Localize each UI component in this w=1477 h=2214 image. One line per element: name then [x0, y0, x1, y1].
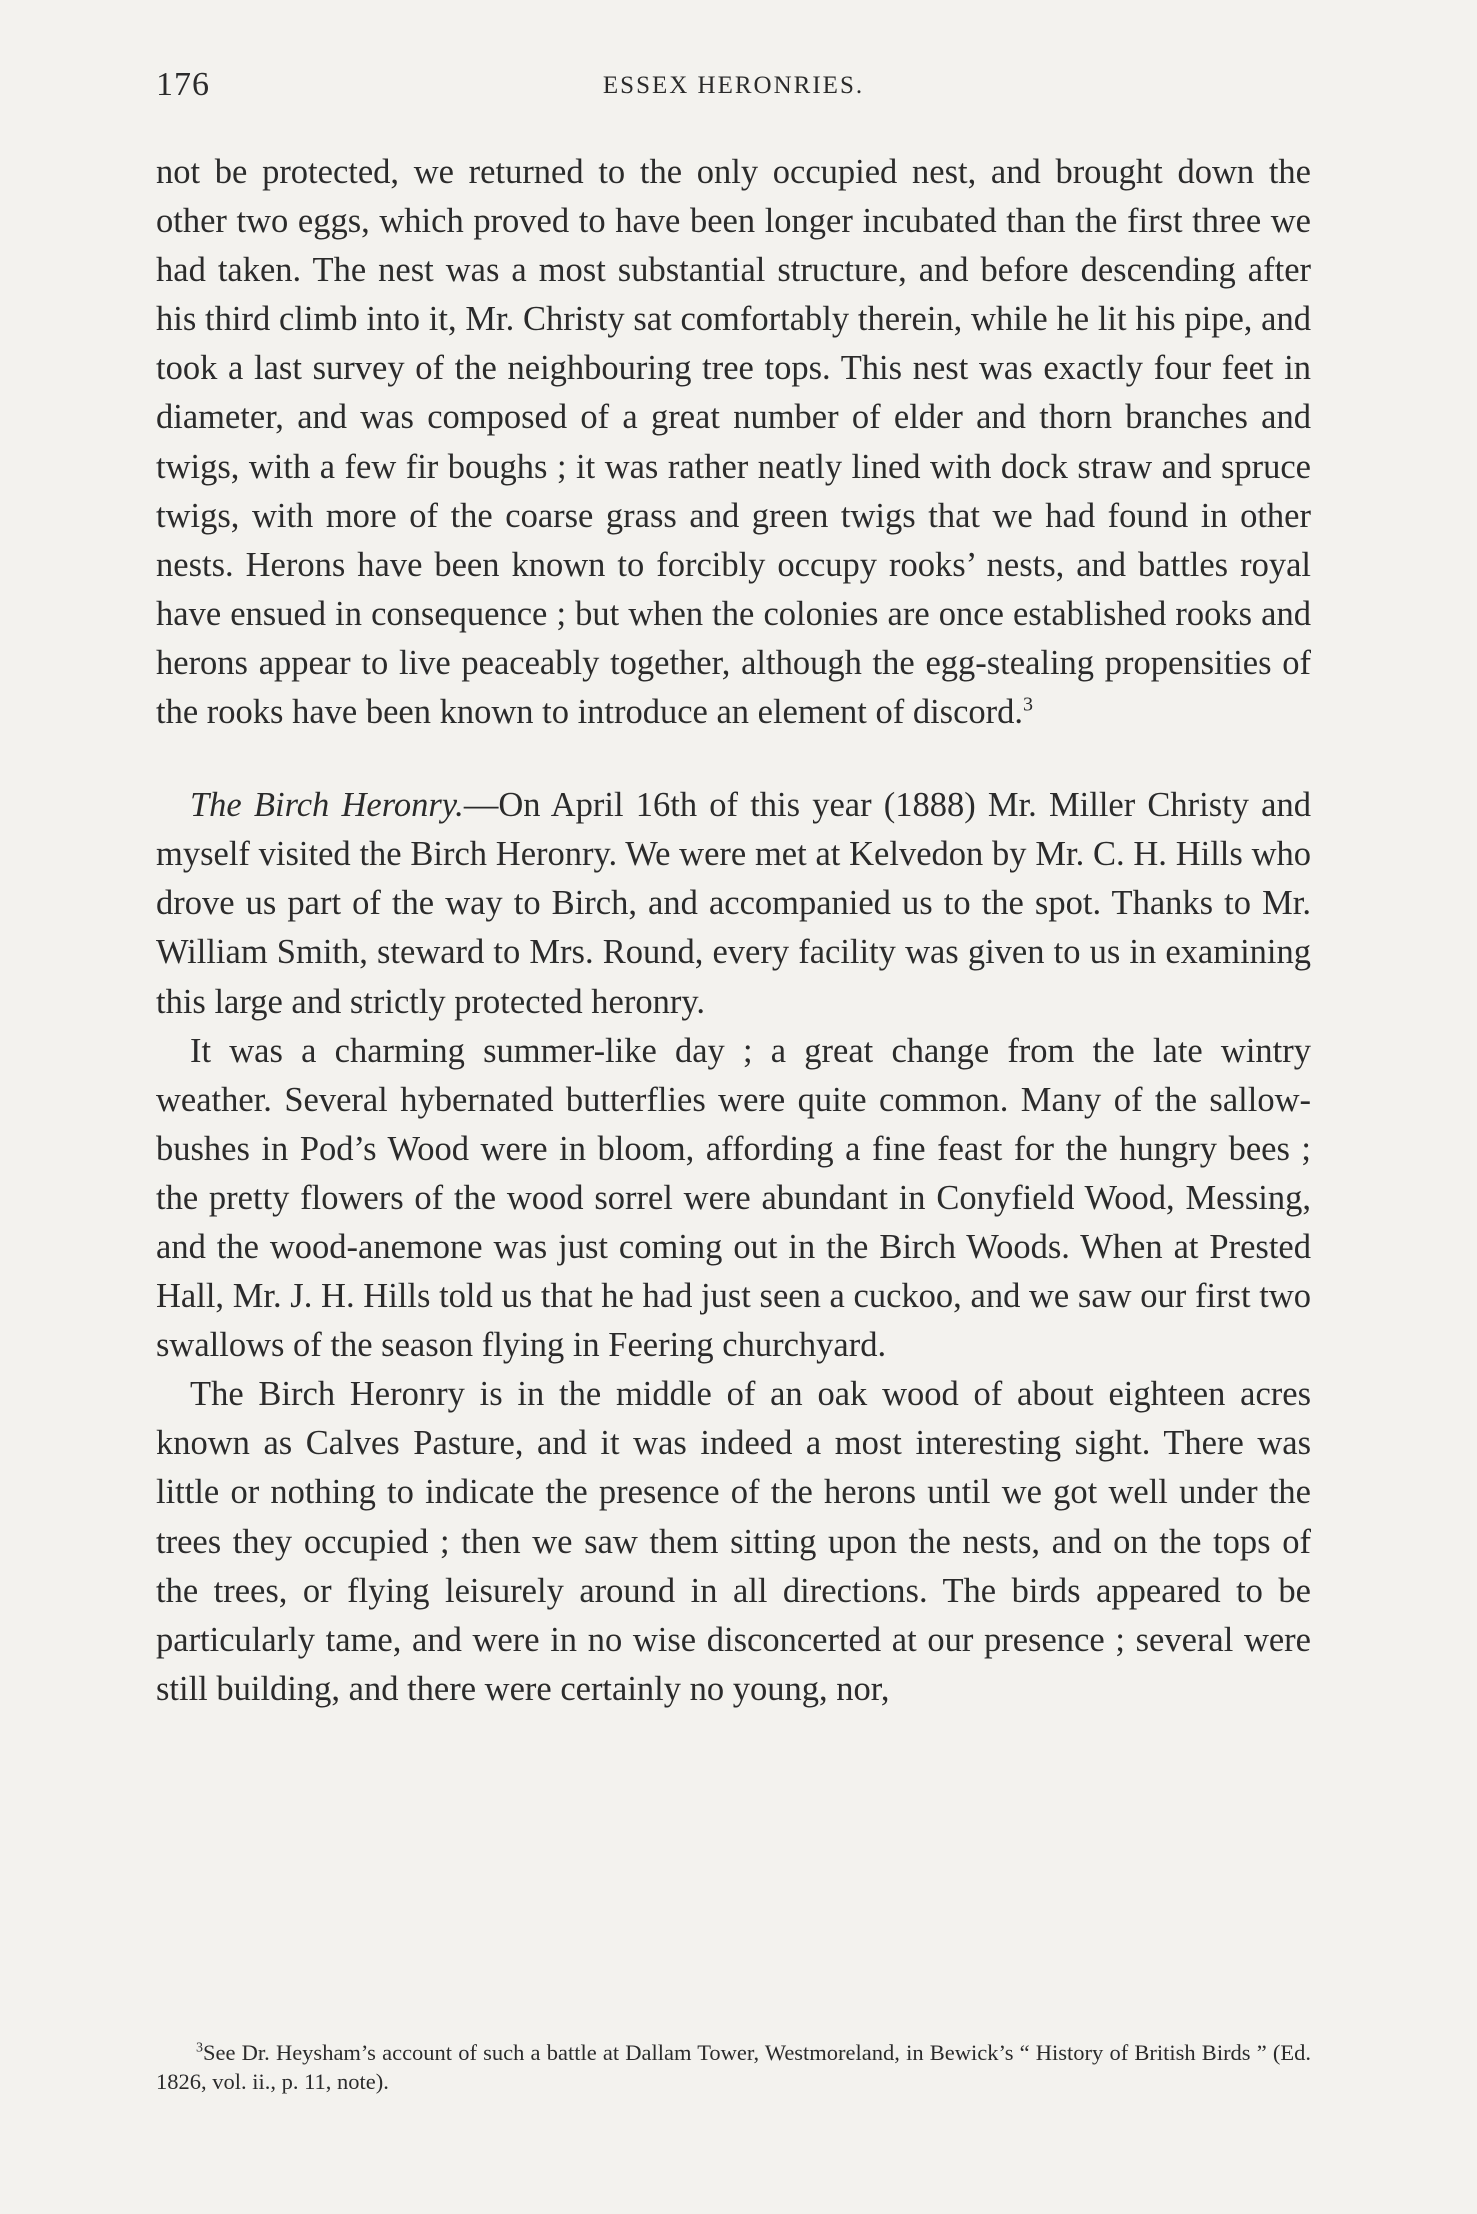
page-number: 176 — [156, 66, 210, 103]
page-header — [156, 66, 1311, 116]
section-heading: The Birch Heronry. — [190, 786, 464, 825]
paragraph-summer-day: It was a charming summer-like day ; a great change from the late wintry weather. Several hybernated butterflies were quite common. Many of the sallow-bushes in Pod’s Wood were in bloom, affording a fine feast for the hungry bees ; the pretty flowers of the wood sorrel were abundant in Conyfield Wood, Messing, and the wood-anemone was just coming out in the Birch Woods. When at Prested Hall, Mr. J. H. Hills told us that he had just seen a cuckoo, and we saw our first two swallows of the season flying in Feering churchyard. — [156, 1031, 1311, 1365]
body-text — [156, 148, 1311, 1714]
footnote-reference: 3 — [1023, 693, 1034, 716]
running-title: ESSEX HERONRIES. — [602, 72, 865, 99]
paragraph-birch-heronry — [156, 781, 1311, 1026]
paragraph-text: not be protected, we returned to the only occupied nest, and brought down the other two eggs, which proved to have been longer incubated than the first three we had taken. The nest was a most substantial structure, and before descending after his third climb into it, Mr. Christy sat comfortably therein, while he lit his pipe, and took a last survey of the neighbouring tree tops. This nest was exactly four feet in diameter, and was composed of a great number of elder and thorn branches and twigs, with a few fir boughs ; it was rather neatly lined with dock straw and spruce twigs, with more of the coarse grass and green twigs that we had found in other nests. Herons have been known to forcibly occupy rooks’ nests, and battles royal have ensued in consequence ; but when the colonies are once established rooks and herons appear to live peaceably together, although the egg-stealing propensities of the rooks have been known to introduce an element of discord. — [156, 153, 1311, 732]
paragraph-heronry-description: The Birch Heronry is in the middle of an oak wood of about eighteen acres known as Calves Pasture, and it was indeed a most interesting sight. There was little or nothing to indicate the presence of the herons until we got well under the trees they occupied ; then we saw them sitting upon the nests, and on the tops of the trees, or flying leisurely around in all directions. The birds appeared to be particularly tame, and were in no wise disconcerted at our presence ; several were still building, and there were certainly no young, nor, — [156, 1375, 1311, 1708]
paragraph-text: —On April 16th of this year (1888) Mr. Miller Christy and myself visited the Birch Heronry. We were met at Kelvedon by Mr. C. H. Hills who drove us part of the way to Birch, and accompanied us to the spot. Thanks to Mr. William Smith, steward to Mrs. Round, every facility was given to us in examining this large and strictly protected heronry. — [156, 786, 1311, 1021]
footnote-marker: 3 — [196, 2040, 203, 2056]
footnote-text: See Dr. Heysham’s account of such a battle at Dallam Tower, Westmoreland, in Bewick’s “ History of British Birds ” (Ed. 1826, vol. ii., p. 11, note). — [156, 2040, 1311, 2094]
footnote — [156, 2038, 1311, 2096]
paragraph-continuation — [156, 148, 1311, 737]
